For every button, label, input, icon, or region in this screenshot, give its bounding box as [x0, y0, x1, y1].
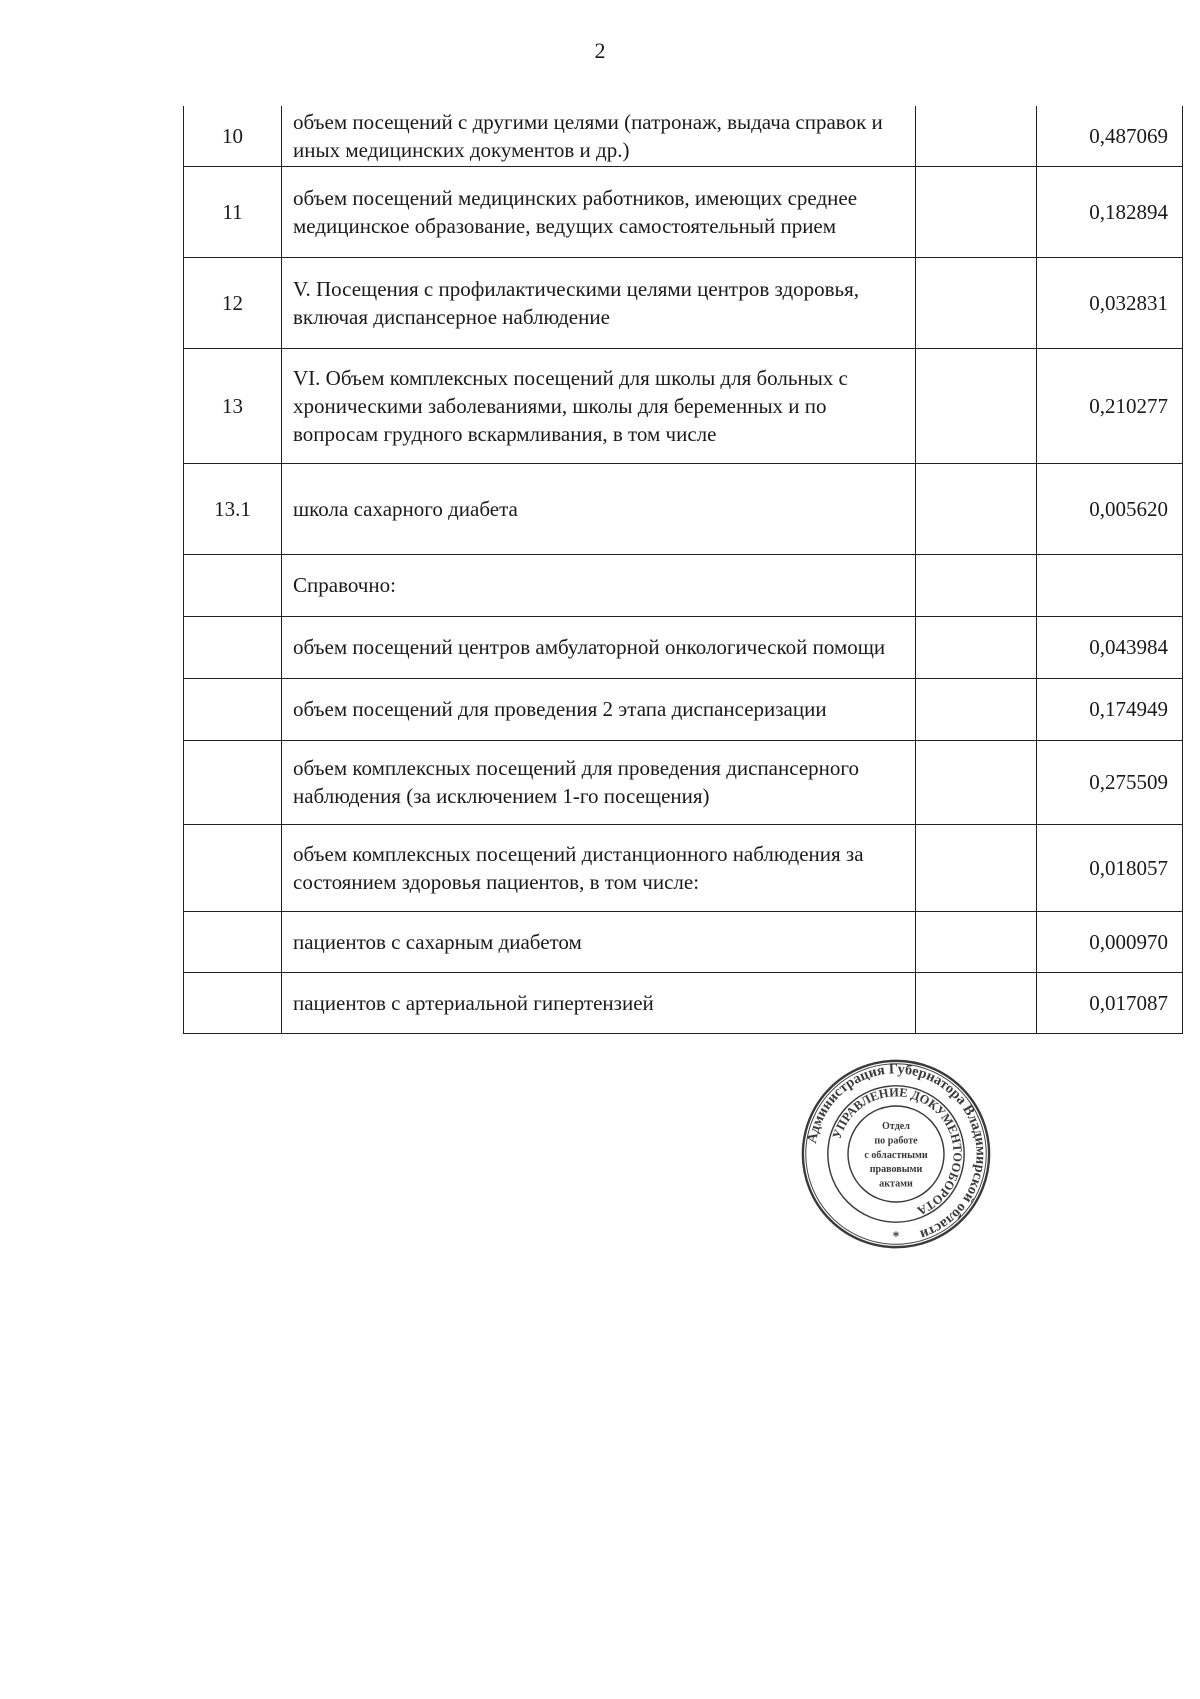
empty-cell — [916, 740, 1037, 824]
table-row — [184, 616, 1183, 678]
row-number: 10 — [184, 106, 282, 166]
empty-cell — [916, 824, 1037, 911]
row-value: 0,000970 — [1037, 911, 1183, 972]
row-value: 0,018057 — [1037, 824, 1183, 911]
empty-cell — [916, 554, 1037, 616]
empty-cell — [916, 678, 1037, 740]
row-description: школа сахарного диабета — [282, 463, 916, 554]
row-value: 0,043984 — [1037, 616, 1183, 678]
row-number — [184, 740, 282, 824]
stamp-center-line: правовыми — [869, 1164, 923, 1176]
table-row — [184, 740, 1183, 824]
stamp-center-line: по работе — [874, 1135, 918, 1147]
empty-cell — [916, 257, 1037, 348]
table-row — [184, 106, 1183, 166]
row-value: 0,487069 — [1037, 106, 1183, 166]
empty-cell — [916, 106, 1037, 166]
stamp-center-line: Отдел — [882, 1121, 910, 1133]
table-row — [184, 972, 1183, 1033]
stamp-center-line: актами — [879, 1178, 913, 1190]
page-number: 2 — [594, 38, 606, 63]
table-row — [184, 554, 1183, 616]
row-value: 0,182894 — [1037, 166, 1183, 257]
row-value: 0,032831 — [1037, 257, 1183, 348]
empty-cell — [916, 348, 1037, 463]
section-heading: Справочно: — [282, 554, 916, 616]
row-value: 0,275509 — [1037, 740, 1183, 824]
table-row — [184, 824, 1183, 911]
row-number: 13 — [184, 348, 282, 463]
table-row — [184, 348, 1183, 463]
empty-cell — [916, 972, 1037, 1033]
empty-cell — [916, 463, 1037, 554]
row-description: объем посещений для проведения 2 этапа диспансеризации — [282, 678, 916, 740]
official-stamp — [800, 1058, 992, 1250]
stamp-outer-text: Администрация Губернатора Владимирской области — [804, 1061, 989, 1243]
row-number — [184, 554, 282, 616]
row-description: объем комплексных посещений дистанционного наблюдения за состоянием здоровья пациентов, в том числе: — [282, 824, 916, 911]
table-row — [184, 257, 1183, 348]
row-description: VI. Объем комплексных посещений для школы для больных с хроническими заболеваниями, школы для беременных и по вопросам грудного вскармливания, в том числе — [282, 348, 916, 463]
stamp-center-line: с областными — [864, 1149, 928, 1161]
row-number — [184, 616, 282, 678]
empty-cell — [916, 616, 1037, 678]
row-value: 0,005620 — [1037, 463, 1183, 554]
row-value: 0,174949 — [1037, 678, 1183, 740]
data-table — [183, 106, 1183, 1034]
table-row — [184, 463, 1183, 554]
row-value — [1037, 554, 1183, 616]
row-description: объем посещений медицинских работников, имеющих среднее медицинское образование, ведущих самостоятельный прием — [282, 166, 916, 257]
row-description: объем посещений центров амбулаторной онкологической помощи — [282, 616, 916, 678]
row-value: 0,210277 — [1037, 348, 1183, 463]
row-number — [184, 972, 282, 1033]
row-number — [184, 678, 282, 740]
row-value: 0,017087 — [1037, 972, 1183, 1033]
table-row — [184, 166, 1183, 257]
row-description: пациентов с артериальной гипертензией — [282, 972, 916, 1033]
row-description: пациентов с сахарным диабетом — [282, 911, 916, 972]
row-number: 12 — [184, 257, 282, 348]
row-description: объем комплексных посещений для проведения диспансерного наблюдения (за исключением 1-го посещения) — [282, 740, 916, 824]
row-description: V. Посещения с профилактическими целями центров здоровья, включая диспансерное наблюдение — [282, 257, 916, 348]
row-number — [184, 824, 282, 911]
table-row — [184, 911, 1183, 972]
empty-cell — [916, 911, 1037, 972]
table-row — [184, 678, 1183, 740]
stamp-inner-text: УПРАВЛЕНИЕ ДОКУМЕНТООБОРОТА — [829, 1085, 965, 1218]
row-description: объем посещений с другими целями (патронаж, выдача справок и иных медицинских документов и др.) — [282, 106, 916, 166]
row-number — [184, 911, 282, 972]
row-number: 11 — [184, 166, 282, 257]
stamp-star-icon: * — [892, 1228, 900, 1244]
empty-cell — [916, 166, 1037, 257]
row-number: 13.1 — [184, 463, 282, 554]
